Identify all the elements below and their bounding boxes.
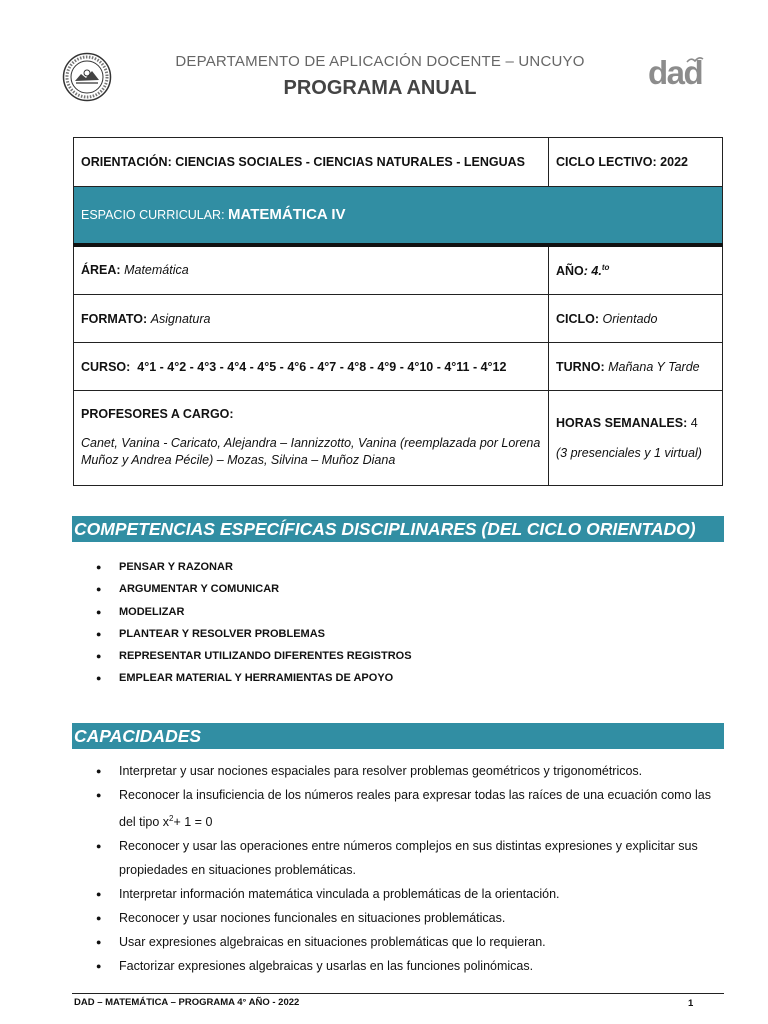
profesores-label: PROFESORES A CARGO: — [81, 407, 234, 421]
table-row — [74, 295, 723, 343]
capacidades-list — [96, 759, 721, 978]
list-item: ● Interpretar y usar nociones espaciales para resolver problemas geométricos y trigonométricos. — [96, 759, 721, 783]
list-item-tail: + 1 = 0 — [173, 815, 213, 830]
page-title: PROGRAMA ANUAL — [283, 77, 477, 99]
anio-label: AÑO — [556, 263, 584, 278]
horas-cell — [549, 391, 723, 486]
competencias-heading: COMPETENCIAS ESPECÍFICAS DISCIPLINARES (DEL CICLO ORIENTADO) — [72, 516, 724, 542]
espacio-curricular-cell — [74, 187, 723, 245]
formato-label: FORMATO: — [81, 311, 148, 326]
turno-value: Mañana Y Tarde — [608, 359, 700, 374]
list-item: ● REPRESENTAR UTILIZANDO DIFERENTES REGISTROS — [96, 645, 412, 667]
table-row — [74, 138, 723, 187]
competencias-list — [96, 556, 412, 690]
list-item: ● Interpretar información matemática vinculada a problemáticas de la orientación. — [96, 882, 721, 906]
formato-cell — [74, 295, 549, 343]
list-item — [96, 783, 721, 834]
footer-divider — [72, 993, 724, 994]
turno-cell — [549, 343, 723, 391]
profesores-cell — [74, 391, 549, 486]
department-subtitle: DEPARTAMENTO DE APLICACIÓN DOCENTE – UNCUYO — [175, 53, 585, 70]
list-item: ● EMPLEAR MATERIAL Y HERRAMIENTAS DE APOYO — [96, 667, 412, 689]
list-item: ● Usar expresiones algebraicas en situaciones problemáticas que lo requieran. — [96, 930, 721, 954]
list-item: ● Reconocer y usar nociones funcionales en situaciones problemáticas. — [96, 906, 721, 930]
university-seal-logo — [62, 52, 112, 102]
ciclo-label: CICLO: — [556, 311, 600, 326]
table-row — [74, 343, 723, 391]
table-row — [74, 245, 723, 295]
turno-label: TURNO: — [556, 359, 605, 374]
list-item: ● ARGUMENTAR Y COMUNICAR — [96, 578, 412, 600]
dad-logo: dad — [648, 54, 703, 91]
course-info-table — [73, 137, 723, 486]
list-item: ● Reconocer y usar las operaciones entre números complejos en sus distintas expresiones y explicitar sus propiedades en situaciones problemáticas. — [96, 834, 721, 882]
area-value: Matemática — [124, 263, 189, 278]
curso-label: CURSO: — [81, 359, 131, 374]
list-item: ● Factorizar expresiones algebraicas y usarlas en las funciones polinómicas. — [96, 954, 721, 978]
curso-value: 4°1 - 4°2 - 4°3 - 4°4 - 4°5 - 4°6 - 4°7 - 4°8 - 4°9 - 4°10 - 4°11 - 4°12 — [137, 359, 507, 374]
footer-text: DAD – MATEMÁTICA – PROGRAMA 4° AÑO - 2022 — [74, 997, 300, 1008]
horas-detail: (3 presenciales y 1 virtual) — [556, 446, 702, 460]
curso-cell — [74, 343, 549, 391]
list-item: ● PENSAR Y RAZONAR — [96, 556, 412, 578]
ciclo-value: Orientado — [602, 311, 658, 326]
horas-label: HORAS SEMANALES: — [556, 416, 688, 430]
profesores-value: Canet, Vanina - Caricato, Alejandra – Iannizzotto, Vanina (reemplazada por Lorena Muñoz y Andrea Pécile) – Mozas, Silvina – Muñoz Diana — [81, 436, 541, 467]
exponent: 2 — [169, 814, 174, 823]
anio-sup: to — [601, 262, 610, 272]
list-item: ● MODELIZAR — [96, 601, 412, 623]
ciclo-lectivo-cell: CICLO LECTIVO: 2022 — [549, 138, 723, 187]
area-cell — [74, 245, 549, 295]
ciclo-cell — [549, 295, 723, 343]
formato-value: Asignatura — [150, 311, 211, 326]
horas-value: 4 — [690, 416, 698, 430]
bird-icon — [686, 56, 704, 64]
area-label: ÁREA: — [81, 263, 121, 278]
page-number: 1 — [688, 998, 694, 1009]
list-item: ● PLANTEAR Y RESOLVER PROBLEMAS — [96, 623, 412, 645]
anio-value: : 4. — [583, 263, 602, 278]
anio-cell — [549, 245, 723, 295]
espacio-label: ESPACIO CURRICULAR: — [81, 208, 225, 223]
espacio-value: MATEMÁTICA IV — [228, 206, 346, 224]
table-row — [74, 391, 723, 486]
espacio-curricular-row — [74, 187, 723, 245]
list-item-text: Reconocer la insuficiencia de los números reales para expresar todas las raíces de una ecuación como las del tipo x — [119, 788, 711, 830]
orientacion-cell: ORIENTACIÓN: CIENCIAS SOCIALES - CIENCIAS NATURALES - LENGUAS — [74, 138, 549, 187]
capacidades-heading: CAPACIDADES — [72, 723, 724, 749]
